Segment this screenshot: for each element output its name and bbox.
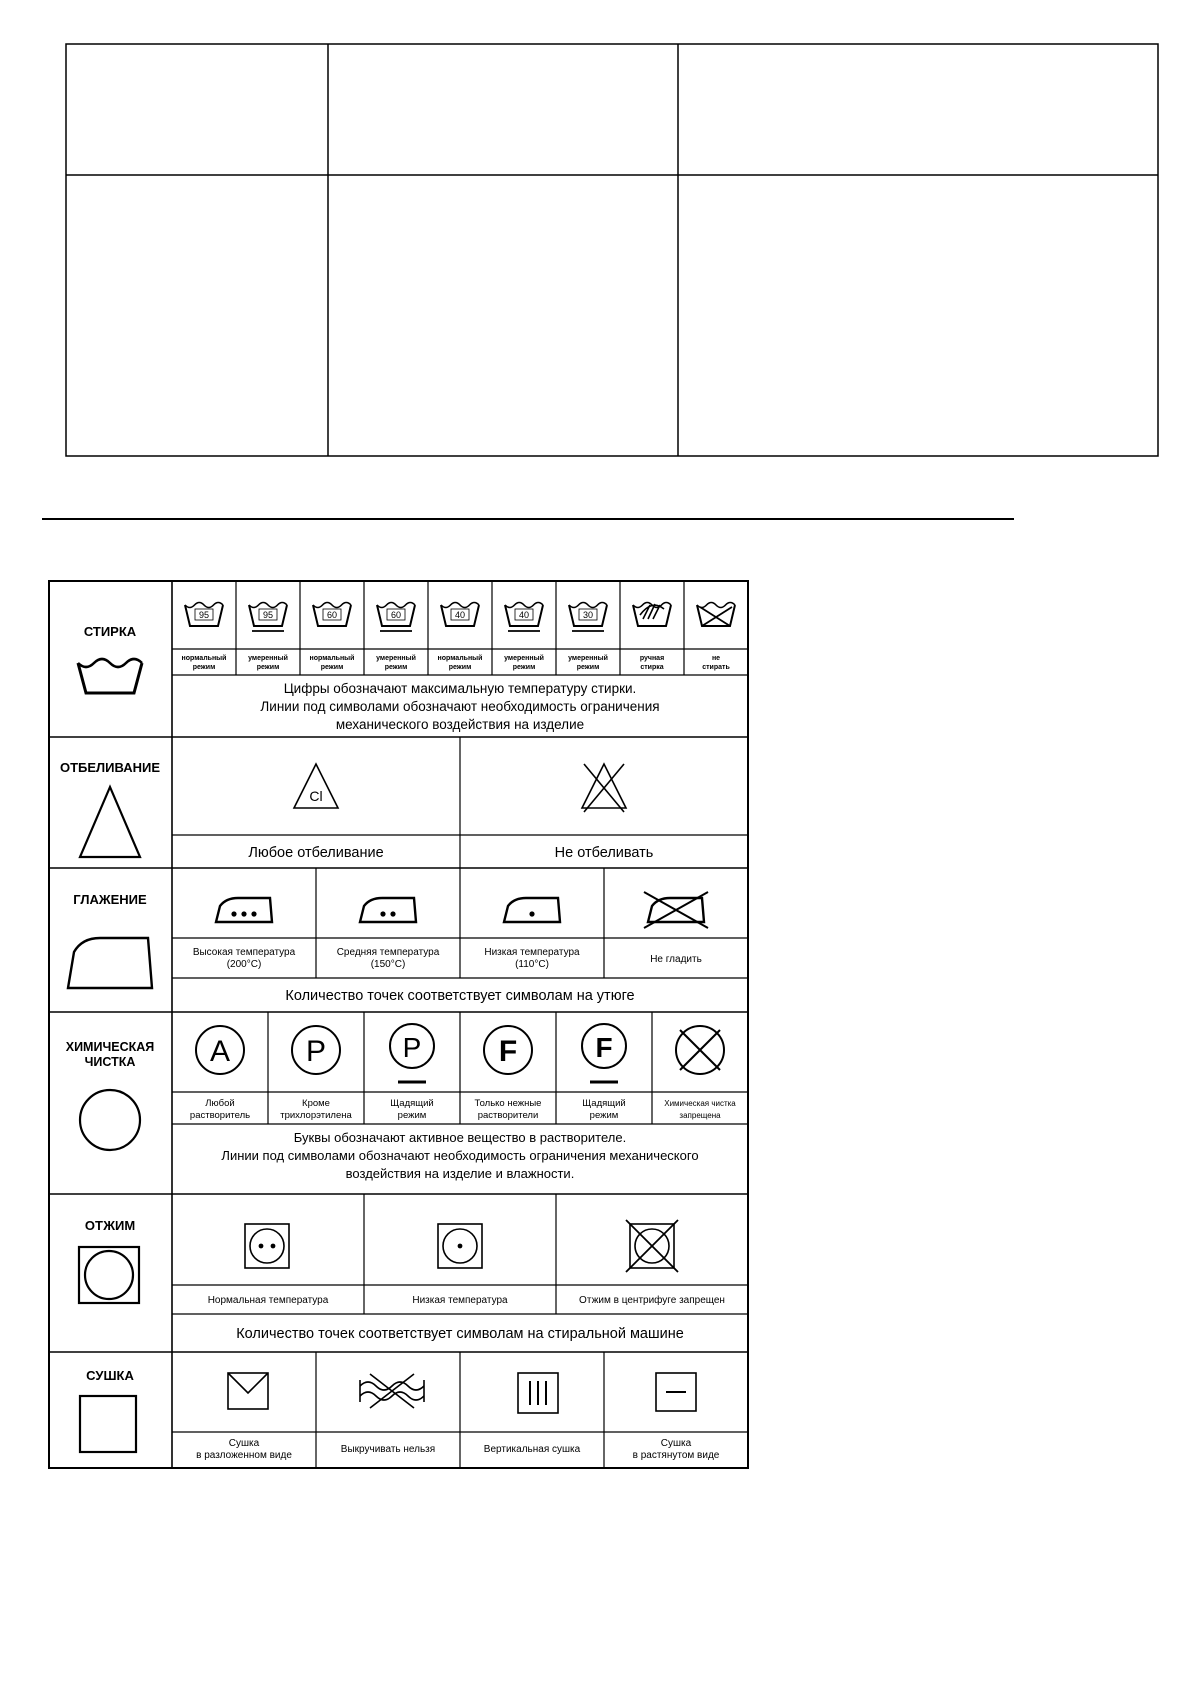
svg-text:растворители: растворители	[477, 1110, 539, 1121]
no-bleach-icon	[582, 764, 626, 812]
do-not-wash-icon	[697, 603, 735, 627]
wash-30-gentle-icon	[569, 603, 607, 632]
svg-text:(110°С): (110°С)	[515, 959, 549, 970]
dryclean-label: Щадящий	[582, 1098, 626, 1109]
drying-section	[80, 1352, 748, 1468]
iron-medium-temp-icon	[360, 898, 416, 922]
svg-text:F: F	[595, 1032, 613, 1063]
no-bleach-label: Не отбеливать	[554, 845, 654, 861]
dry-clean-category-icon	[80, 1090, 140, 1150]
svg-text:механического воздействия на и: механического воздействия на изделие	[335, 717, 585, 732]
svg-text:режим: режим	[589, 1110, 619, 1121]
wash-95-gentle-icon	[249, 603, 287, 632]
dry-label: Сушка	[228, 1438, 260, 1449]
any-bleach-label: Любое отбеливание	[248, 845, 384, 861]
svg-text:60: 60	[390, 610, 402, 620]
svg-text:ЧИСТКА: ЧИСТКА	[84, 1055, 136, 1069]
svg-text:стирка: стирка	[640, 664, 664, 671]
dry-stretched-icon	[656, 1373, 696, 1411]
dryclean-p-icon	[292, 1026, 340, 1074]
svg-text:Цифры обозначают максимальную: Цифры обозначают максимальную температуру стирки.	[283, 681, 637, 696]
svg-text:Cl: Cl	[309, 788, 323, 804]
top-table-grid	[0, 0, 1191, 470]
dryclean-p-gentle-icon	[390, 1024, 434, 1082]
bleaching-section	[60, 737, 748, 868]
spin-label: Нормальная температура	[207, 1295, 329, 1306]
dryclean-label: Любой	[205, 1098, 235, 1109]
svg-text:60: 60	[326, 610, 338, 620]
iron-label: Не гладить	[650, 954, 702, 965]
hand-wash-icon	[633, 603, 671, 627]
svg-text:P: P	[305, 1035, 327, 1068]
svg-text:40: 40	[518, 610, 530, 620]
drip-dry-icon	[518, 1373, 558, 1413]
iron-category-icon	[68, 938, 152, 988]
spin-normal-icon	[245, 1224, 289, 1268]
spin-label: Низкая температура	[412, 1295, 508, 1306]
svg-text:стирать: стирать	[702, 664, 730, 671]
symbol-label: умеренный	[376, 655, 416, 662]
svg-text:F: F	[498, 1035, 518, 1068]
do-not-wring-icon	[360, 1374, 424, 1408]
svg-text:в разложенном виде: в разложенном виде	[196, 1450, 292, 1461]
svg-text:режим: режим	[448, 664, 472, 671]
spinning-section	[79, 1194, 748, 1342]
ironing-section	[68, 868, 748, 1004]
wash-60-gentle-icon	[377, 603, 415, 632]
dryclean-any-solvent-icon	[196, 1026, 244, 1074]
svg-text:режим: режим	[320, 664, 344, 671]
svg-text:режим: режим	[192, 664, 216, 671]
svg-text:Линии под символами обозначают: Линии под символами обозначают необходимость ограничения	[260, 699, 660, 714]
symbol-label: не	[711, 655, 721, 662]
dry-label: Выкручивать нельзя	[340, 1444, 436, 1455]
drying-title: СУШКА	[86, 1368, 134, 1383]
svg-text:режим: режим	[576, 664, 600, 671]
horizontal-rule	[42, 518, 1014, 520]
do-not-iron-icon	[644, 892, 708, 928]
washing-section	[78, 581, 748, 732]
do-not-spin-icon	[626, 1220, 678, 1272]
iron-label: Низкая температура	[484, 947, 580, 958]
svg-text:30: 30	[582, 610, 594, 620]
table-border	[66, 44, 1158, 456]
svg-text:Линии под символами обозначают: Линии под символами обозначают необходимость ограничения механического	[221, 1148, 699, 1163]
wash-60-normal-icon	[313, 603, 351, 627]
svg-text:(150°С): (150°С)	[370, 959, 406, 970]
spinning-note: Количество точек соответствует символам на стиральной машине	[236, 1326, 684, 1342]
dryclean-f-icon	[484, 1026, 532, 1074]
spin-label: Отжим в центрифуге запрещен	[579, 1295, 725, 1306]
symbol-label: нормальный	[309, 655, 355, 662]
iron-label: Средняя температура	[336, 947, 440, 958]
do-not-dryclean-icon	[676, 1026, 724, 1074]
iron-high-temp-icon	[216, 898, 272, 922]
ironing-note: Количество точек соответствует символам на утюге	[285, 988, 635, 1004]
washing-title: СТИРКА	[83, 624, 137, 639]
wash-95-normal-icon	[185, 603, 223, 627]
iron-label: Высокая температура	[192, 947, 296, 958]
bleach-category-icon	[80, 787, 140, 857]
dry-label: Вертикальная сушка	[483, 1444, 581, 1455]
dry-cleaning-note	[221, 1130, 698, 1181]
bleaching-title: ОТБЕЛИВАНИЕ	[59, 760, 161, 775]
svg-text:растворитель: растворитель	[189, 1110, 251, 1121]
svg-text:95: 95	[262, 610, 274, 620]
washing-note	[260, 681, 659, 732]
svg-text:P: P	[402, 1032, 422, 1063]
symbol-label: умеренный	[568, 655, 608, 662]
svg-text:(200°С): (200°С)	[226, 959, 262, 970]
dry-cleaning-section	[66, 1012, 748, 1181]
top-empty-table	[0, 0, 1191, 470]
symbol-label: умеренный	[504, 655, 544, 662]
spin-low-icon	[438, 1224, 482, 1268]
dryclean-f-gentle-icon	[582, 1024, 626, 1082]
iron-low-temp-icon	[504, 898, 560, 922]
symbol-label: нормальный	[181, 655, 227, 662]
wash-40-gentle-icon	[505, 603, 543, 632]
dry-label: Сушка	[660, 1438, 692, 1449]
svg-text:трихлорэтилена: трихлорэтилена	[280, 1110, 352, 1121]
symbol-label: нормальный	[437, 655, 483, 662]
spin-category-icon	[79, 1247, 139, 1303]
svg-text:95: 95	[198, 610, 210, 620]
washing-category-icon	[78, 659, 142, 693]
svg-text:40: 40	[454, 610, 466, 620]
svg-text:A: A	[209, 1035, 231, 1068]
svg-text:режим: режим	[512, 664, 536, 671]
symbol-label: ручная	[639, 655, 665, 662]
svg-text:режим: режим	[256, 664, 280, 671]
dryclean-label: Щадящий	[390, 1098, 434, 1109]
wash-40-normal-icon	[441, 603, 479, 627]
svg-text:в растянутом виде: в растянутом виде	[632, 1450, 720, 1461]
dry-flat-icon	[228, 1373, 268, 1409]
ironing-title: ГЛАЖЕНИЕ	[73, 892, 147, 907]
symbol-label: умеренный	[248, 655, 288, 662]
dryclean-label: Только нежные	[474, 1098, 542, 1109]
svg-text:режим: режим	[384, 664, 408, 671]
any-bleach-icon	[294, 764, 338, 808]
svg-text:Буквы обозначают активное веще: Буквы обозначают активное вещество в растворителе.	[293, 1130, 627, 1145]
svg-text:режим: режим	[397, 1110, 427, 1121]
svg-text:воздействия на изделие и влажн: воздействия на изделие и влажности.	[345, 1166, 575, 1181]
care-symbols-chart	[48, 580, 750, 1469]
dryclean-label: Кроме	[302, 1098, 330, 1109]
dryclean-label: Химическая чистка	[664, 1099, 736, 1108]
spinning-title: ОТЖИМ	[84, 1218, 136, 1233]
dry-category-icon	[80, 1396, 136, 1452]
dry-cleaning-title: ХИМИЧЕСКАЯ	[65, 1040, 155, 1054]
svg-text:запрещена: запрещена	[679, 1111, 721, 1120]
